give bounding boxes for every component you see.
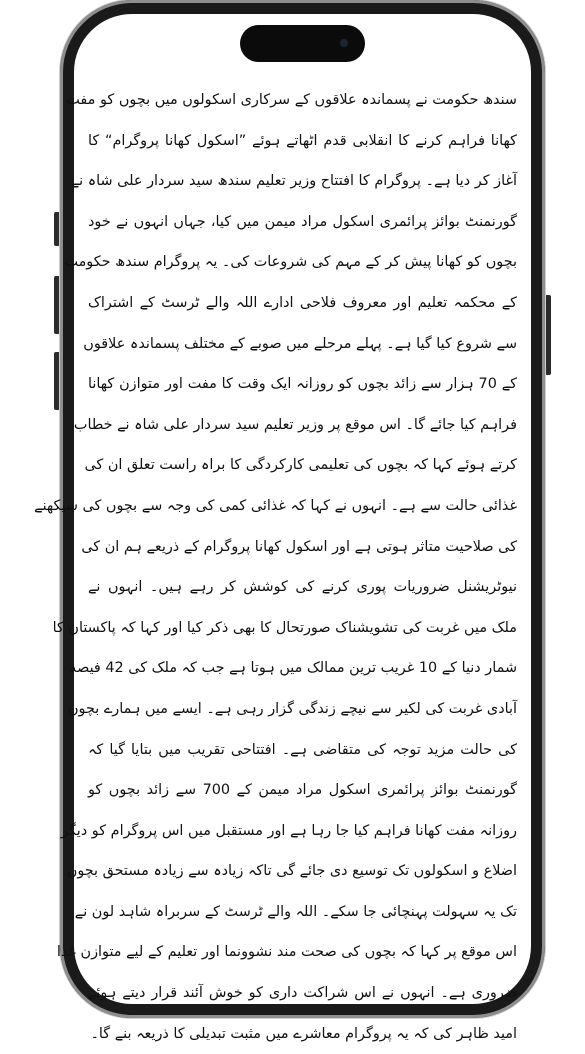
article-line: غذائی حالت سے ہے۔ انہوں نے کہا کہ غذائی کمی کی وجہ سے بچوں کی سیکھنے xyxy=(34,497,517,514)
article-line: سے شروع کیا گیا ہے۔ پہلے مرحلے میں صوبے کے مختلف پسماندہ علاقوں xyxy=(83,335,517,352)
phone-screen xyxy=(34,14,531,1042)
article-line: کی صلاحیت متاثر ہوتی ہے اور اسکول کھانا پروگرام کے ذریعے ہم ان کی xyxy=(81,538,517,555)
article-line: کے 70 ہزار سے زائد بچوں کو روزانہ ایک وقت کا مفت اور متوازن کھانا xyxy=(88,376,517,393)
article-line: ضروری ہے۔ انہوں نے اس شراکت داری کو خوش آئند قرار دیتے ہوئے xyxy=(88,985,517,1002)
article-line: کی حالت مزید توجہ کی متقاضی ہے۔ افتتاحی تقریب میں بتایا گیا کہ xyxy=(88,741,517,758)
article-line: اضلاع و اسکولوں تک توسیع دی جائے گی تاکہ زیادہ سے زیادہ مستحق بچوں xyxy=(66,863,517,880)
article-line: کرتے ہوئے کہا کہ بچوں کی تعلیمی کارکردگی کا براہ راست تعلق ان کی xyxy=(84,457,517,474)
article-line: شمار دنیا کے 10 غریب ترین ممالک میں ہوتا ہے جب کہ ملک کی 42 فیصد xyxy=(69,660,517,677)
article-line: کھانا فراہم کرنے کا انقلابی قدم اٹھاتے ہوئے ”اسکول کھانا پروگرام“ کا xyxy=(88,132,517,149)
front-camera-icon xyxy=(337,36,351,50)
article-line: اس موقع پر کہا کہ بچوں کی صحت مند نشوونما اور تعلیم کے لیے متوازن غذا xyxy=(56,944,517,961)
article-line: گورنمنٹ بوائز پرائمری اسکول مراد میمن میں کیا، جہاں انہوں نے خود xyxy=(88,213,517,230)
article-line: سندھ حکومت نے پسماندہ علاقوں کے سرکاری اسکولوں میں بچوں کو مفت xyxy=(66,92,517,108)
power-button xyxy=(545,295,551,375)
article-line: نیوٹریشنل ضروریات پوری کرنے کی کوشش کر رہے ہیں۔ انہوں نے xyxy=(88,579,517,596)
article-line: ملک میں غربت کی تشویشناک صورتحال کا بھی ذکر کیا اور کہا کہ پاکستان کا xyxy=(52,619,517,636)
article-line: کے محکمہ تعلیم اور معروف فلاحی ادارے اللہ والے ٹرسٹ کے اشتراک xyxy=(88,294,517,311)
article-body xyxy=(34,80,517,1054)
dynamic-island xyxy=(240,25,365,62)
article-line: گورنمنٹ بوائز پرائمری اسکول مراد میمن کے 700 سے زائد بچوں کو xyxy=(88,782,517,799)
article-line: آغاز کر دیا ہے۔ پروگرام کا افتتاح وزیر تعلیم سندھ سید سردار علی شاہ نے xyxy=(70,173,517,190)
article-line: امید ظاہر کی کہ یہ پروگرام معاشرے میں مثبت تبدیلی کا ذریعہ بنے گا۔ xyxy=(90,1025,517,1042)
article-line: بچوں کو کھانا پیش کر کے مہم کی شروعات کی۔ یہ پروگرام سندھ حکومت xyxy=(64,254,517,271)
article-line: فراہم کیا جائے گا۔ اس موقع پر وزیر تعلیم سید سردار علی شاہ نے خطاب xyxy=(73,416,517,433)
article-line: آبادی غربت کی لکیر سے نیچے زندگی گزار رہی ہے۔ ایسے میں ہمارے بچوں xyxy=(67,700,517,717)
article-line: تک یہ سہولت پہنچائی جا سکے۔ اللہ والے ٹرسٹ کے سربراہ شاہد لون نے xyxy=(74,903,517,920)
article-line: روزانہ مفت کھانا فراہم کیا جا رہا ہے اور مستقبل میں اس پروگرام کو دیگر xyxy=(60,822,517,839)
